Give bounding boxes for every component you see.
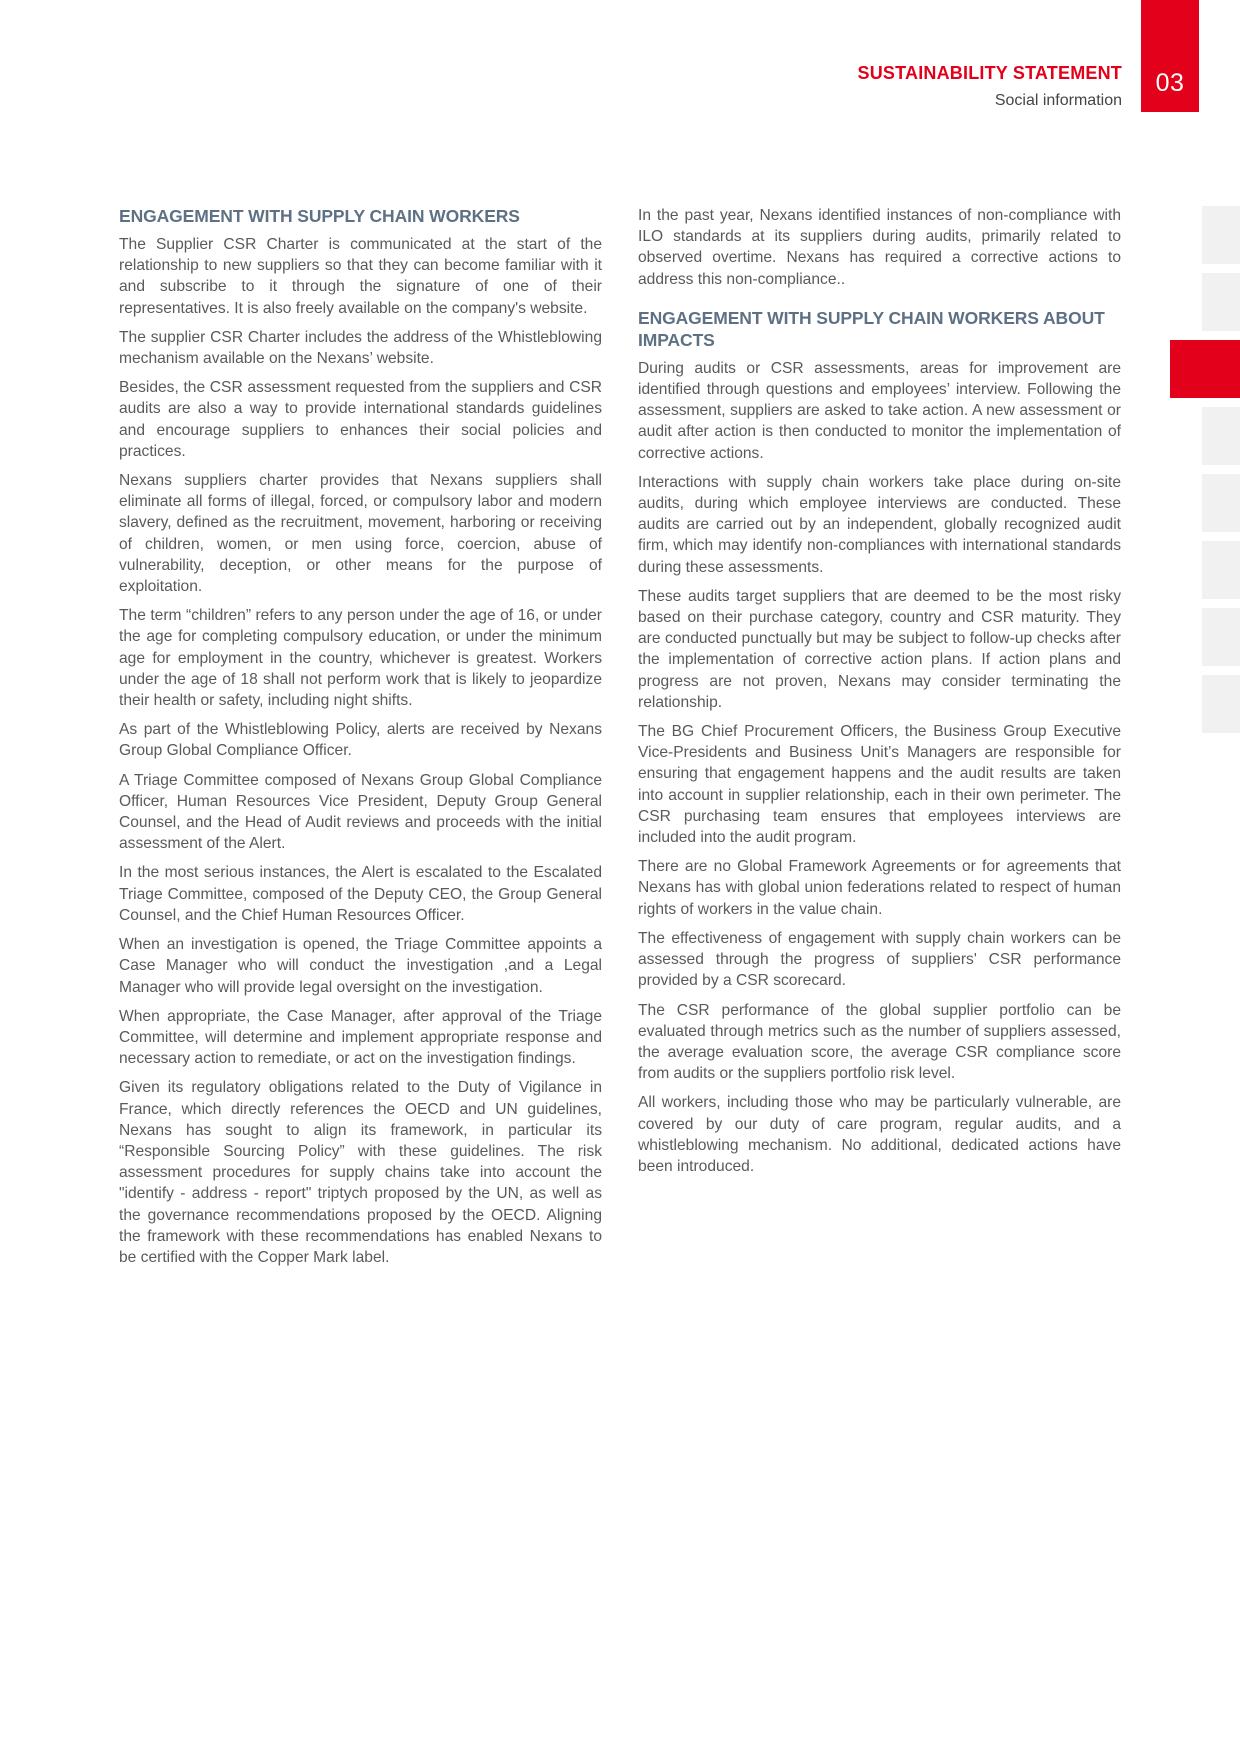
section-subtitle: Social information (994, 92, 1122, 109)
paragraph: During audits or CSR assessments, areas for improvement are identified through questions and employees’ interview. Following the assessment, suppliers are asked to take action. A new assessment or audit after action is then conducted to monitor the implementation of corrective actions. (638, 359, 1121, 462)
side-nav-tab-4[interactable] (1202, 407, 1240, 465)
side-nav-tab-6[interactable] (1202, 541, 1240, 599)
paragraph: Nexans suppliers charter provides that Nexans suppliers shall eliminate all forms of illegal, forced, or compulsory labor and modern slavery, defined as the recruitment, movement, harboring or receiving of children, women, or men using force, coercion, abuse of vulnerability, deception, or other means for the purpose of exploitation. (119, 472, 602, 596)
paragraph: The supplier CSR Charter includes the address of the Whistleblowing mechanism available on the Nexans’ website. (119, 328, 602, 368)
paragraph: In the most serious instances, the Alert is escalated to the Escalated Triage Committee, composed of the Deputy CEO, the Group General Counsel, and the Chief Human Resources Officer. (119, 864, 602, 924)
paragraph: These audits target suppliers that are deemed to be the most risky based on their purchase category, country and CSR maturity. They are conducted punctually but may be subject to follow-up checks after the implementation of corrective action plans. If action plans and progress are not proven, Nexans may consider terminating the relationship. (638, 587, 1121, 711)
paragraph: The term “children” refers to any person under the age of 16, or under the age for completing compulsory education, or under the minimum age for employment in the country, whichever is greatest. Workers under the age of 18 shall not perform work that is likely to jeopardize their health or safety, including night shifts. (119, 607, 602, 710)
section-title: SUSTAINABILITY STATEMENT (857, 63, 1122, 83)
intro-paragraph: In the past year, Nexans identified instances of non-compliance with ILO standards at its suppliers during audits, primarily related to observed overtime. Nexans has required a corrective actions to address this non-compliance.. (638, 207, 1121, 288)
paragraph: The CSR performance of the global supplier portfolio can be evaluated through metrics such as the number of suppliers assessed, the average evaluation score, the average CSR compliance score from audits or the suppliers portfolio risk level. (638, 1001, 1121, 1083)
paragraph: There are no Global Framework Agreements or for agreements that Nexans has with global union federations related to respect of human rights of workers in the value chain. (638, 858, 1121, 918)
side-nav-tab-5[interactable] (1202, 474, 1240, 532)
side-nav-tab-1[interactable] (1202, 206, 1240, 264)
paragraph: All workers, including those who may be particularly vulnerable, are covered by our duty of care program, regular audits, and a whistleblowing mechanism. No additional, dedicated actions have been introduced. (638, 1094, 1121, 1175)
paragraph: When an investigation is opened, the Triage Committee appoints a Case Manager who will conduct the investigation ,and a Legal Manager who will provide legal oversight on the investigation. (119, 936, 602, 996)
paragraph: Given its regulatory obligations related to the Duty of Vigilance in France, which directly references the OECD and UN guidelines, Nexans has sought to align its framework, in particular its “Responsible Sourcing Policy” with these guidelines. The risk assessment procedures for supply chains take into account the "identify - address - report" triptych proposed by the UN, as well as the governance recommendations proposed by the OECD. Aligning the framework with these recommendations has enabled Nexans to be certified with the Copper Mark label. (119, 1079, 602, 1266)
side-nav-tab-7[interactable] (1202, 608, 1240, 666)
chapter-number: 03 (1155, 69, 1185, 97)
paragraph: Interactions with supply chain workers take place during on-site audits, during which employee interviews are conducted. These audits are carried out by an independent, globally recognized audit firm, which may identify non-compliances with international standards during these assessments. (638, 473, 1121, 576)
side-navigation (1170, 206, 1240, 742)
paragraph: The BG Chief Procurement Officers, the Business Group Executive Vice-Presidents and Business Unit’s Managers are responsible for ensuring that engagement happens and the audit results are taken into account in supplier relationship, each in their own perimeter. The CSR purchasing team ensures that employees interviews are included into the audit program. (638, 723, 1121, 847)
paragraph: A Triage Committee composed of Nexans Group Global Compliance Officer, Human Resources Vice President, Deputy Group General Counsel, and the Head of Audit reviews and proceeds with the initial assessment of the Alert. (119, 771, 602, 853)
paragraph: When appropriate, the Case Manager, after approval of the Triage Committee, will determine and implement appropriate response and necessary action to remediate, or act on the investigation findings. (119, 1007, 602, 1068)
right-column (638, 205, 1121, 1185)
paragraph: As part of the Whistleblowing Policy, alerts are received by Nexans Group Global Compliance Officer. (119, 721, 602, 760)
page-header (0, 0, 1240, 140)
side-nav-tab-active[interactable] (1170, 340, 1240, 398)
paragraph: The Supplier CSR Charter is communicated at the start of the relationship to new suppliers so that they can become familiar with it and subscribe to it through the signature of one of their representatives. It is also freely available on the company's website. (119, 236, 602, 317)
side-nav-tab-2[interactable] (1202, 273, 1240, 331)
left-column (119, 205, 602, 1276)
chapter-tab[interactable] (1141, 0, 1199, 112)
side-nav-tab-8[interactable] (1202, 675, 1240, 733)
section-heading: ENGAGEMENT WITH SUPPLY CHAIN WORKERS ABOUT IMPACTS (638, 307, 1105, 350)
paragraph: The effectiveness of engagement with supply chain workers can be assessed through the progress of suppliers' CSR performance provided by a CSR scorecard. (638, 929, 1121, 990)
paragraph: Besides, the CSR assessment requested from the suppliers and CSR audits are also a way to provide international standards guidelines and encourage suppliers to enhances their social policies and practices. (119, 379, 602, 460)
section-heading: ENGAGEMENT WITH SUPPLY CHAIN WORKERS (119, 206, 520, 226)
